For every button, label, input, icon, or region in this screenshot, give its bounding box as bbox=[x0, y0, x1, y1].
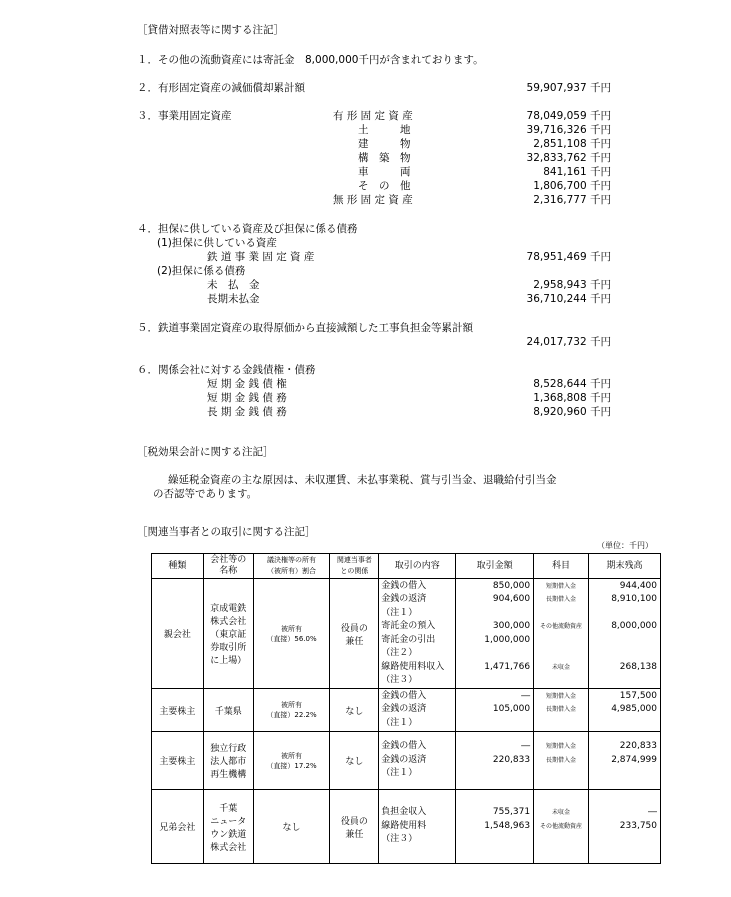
table-row bbox=[152, 579, 661, 689]
note-3-item-name: 構 築 物 bbox=[358, 152, 411, 164]
note-4-sub2-item-value: 36,710,244 千円 bbox=[526, 293, 611, 305]
cell-relation: 役員の 兼任 bbox=[330, 579, 379, 689]
cell-content: 金銭の借入 金銭の返済 （注１） bbox=[379, 689, 456, 732]
note-4-sub1-item-name: 鉄 道 事 業 固 定 資 産 bbox=[207, 251, 315, 263]
cell-amount: ― 220,833 bbox=[456, 732, 534, 790]
note-3-item-value: 841,161 千円 bbox=[543, 166, 611, 178]
cell-relation: なし bbox=[330, 689, 379, 732]
header-content: 取引の内容 bbox=[379, 554, 456, 579]
note-3-item-value: 78,049,059 千円 bbox=[526, 110, 611, 122]
cell-balance: 944,400 8,910,100 8,000,000 268,138 bbox=[589, 579, 661, 689]
note-4-sub2-item-name: 長期未払金 bbox=[207, 293, 260, 305]
note-4-sub2: (2)担保に係る債務 bbox=[157, 265, 246, 277]
header-kind: 種類 bbox=[152, 554, 204, 579]
note-3-item-value: 2,851,108 千円 bbox=[533, 138, 611, 150]
note-4-label: ４．担保に供している資産及び担保に係る債務 bbox=[137, 223, 358, 235]
note-5-label: ５．鉄道事業固定資産の取得原価から直接減額した工事負担金等累計額 bbox=[137, 322, 473, 334]
cell-content: 金銭の借入 金銭の返済 （注１） 寄託金の預入 寄託金の引出 （注２） 線路使用料収入 （注３） bbox=[379, 579, 456, 689]
note-6-item-value: 8,528,644 千円 bbox=[533, 378, 611, 390]
note-6-label: ６．関係会社に対する金銭債権・債務 bbox=[137, 364, 316, 376]
note-4-sub1-item-value: 78,951,469 千円 bbox=[526, 251, 611, 263]
table-row bbox=[152, 689, 661, 732]
cell-amount: ― 105,000 bbox=[456, 689, 534, 732]
note-6-item-value: 8,920,960 千円 bbox=[533, 406, 611, 418]
note-6-item-value: 1,368,808 千円 bbox=[533, 392, 611, 404]
cell-relation: 役員の 兼任 bbox=[330, 790, 379, 864]
tax-notes-header: ［税効果会計に関する注記］ bbox=[137, 446, 274, 458]
header-balance: 期末残高 bbox=[589, 554, 661, 579]
cell-balance: 220,833 2,874,999 bbox=[589, 732, 661, 790]
note-3-item-value: 32,833,762 千円 bbox=[526, 152, 611, 164]
cell-account: 短期借入金 長期借入金 bbox=[534, 689, 589, 732]
table-row bbox=[152, 790, 661, 864]
cell-relation: なし bbox=[330, 732, 379, 790]
note-1: １．その他の流動資産には寄託金 8,000,000千円が含まれております。 bbox=[137, 54, 484, 66]
note-6-item-name: 短 期 金 銭 債 務 bbox=[207, 392, 287, 404]
note-3-label: ３．事業用固定資産 bbox=[137, 110, 232, 122]
cell-vote: なし bbox=[253, 790, 330, 864]
note-5-value: 24,017,732 千円 bbox=[526, 336, 611, 348]
note-6-item-name: 長 期 金 銭 債 務 bbox=[207, 406, 287, 418]
cell-content: 金銭の借入 金銭の返済 （注１） bbox=[379, 732, 456, 790]
related-party-table bbox=[151, 553, 661, 864]
header-amount: 取引金額 bbox=[456, 554, 534, 579]
cell-vote: 被所有 （直接）56.0% bbox=[253, 579, 330, 689]
table-row bbox=[152, 732, 661, 790]
cell-amount: 755,371 1,548,963 bbox=[456, 790, 534, 864]
table-header-row bbox=[152, 554, 661, 579]
note-4-sub2-item-value: 2,958,943 千円 bbox=[533, 279, 611, 291]
note-2-value: 59,907,937 千円 bbox=[526, 82, 611, 94]
cell-account: 未収金 その他流動資産 bbox=[534, 790, 589, 864]
cell-balance: ― 233,750 bbox=[589, 790, 661, 864]
cell-name: 独立行政 法人都市 再生機構 bbox=[203, 732, 253, 790]
note-3-item-value: 1,806,700 千円 bbox=[533, 180, 611, 192]
tax-notes-text-2: の否認等であります。 bbox=[153, 488, 258, 500]
note-3-item-name: そ の 他 bbox=[358, 180, 411, 192]
header-relation: 関連当事者 との関係 bbox=[330, 554, 379, 579]
note-2-label: ２．有形固定資産の減価償却累計額 bbox=[137, 82, 305, 94]
note-3-item-value: 2,316,777 千円 bbox=[533, 194, 611, 206]
note-3-item-name: 車 両 bbox=[358, 166, 411, 178]
cell-account: 短期借入金 長期借入金 bbox=[534, 732, 589, 790]
note-3-item-name: 有 形 固 定 資 産 bbox=[333, 110, 413, 122]
note-3-item-value: 39,716,326 千円 bbox=[526, 124, 611, 136]
cell-name: 京成電鉄 株式会社 （東京証 券取引所 に上場） bbox=[203, 579, 253, 689]
cell-vote: 被所有 （直接）17.2% bbox=[253, 732, 330, 790]
cell-account: 短期借入金 長期借入金 その他流動資産 未収金 bbox=[534, 579, 589, 689]
note-4-sub1: (1)担保に供している資産 bbox=[157, 237, 277, 249]
cell-kind: 親会社 bbox=[152, 579, 204, 689]
unit-label: （単位：千円） bbox=[597, 541, 653, 550]
note-3-item-name: 無 形 固 定 資 産 bbox=[333, 194, 413, 206]
cell-kind: 主要株主 bbox=[152, 689, 204, 732]
cell-kind: 兄弟会社 bbox=[152, 790, 204, 864]
note-3-item-name: 建 物 bbox=[358, 138, 411, 150]
cell-kind: 主要株主 bbox=[152, 732, 204, 790]
related-party-header: ［関連当事者との取引に関する注記］ bbox=[137, 526, 316, 538]
cell-vote: 被所有 （直接）22.2% bbox=[253, 689, 330, 732]
cell-balance: 157,500 4,985,000 bbox=[589, 689, 661, 732]
note-4-sub2-item-name: 未 払 金 bbox=[207, 279, 260, 291]
header-name: 会社等の 名称 bbox=[203, 554, 253, 579]
cell-name: 千葉 ニュータ ウン鉄道 株式会社 bbox=[203, 790, 253, 864]
cell-amount: 850,000 904,600 300,000 1,000,000 1,471,766 bbox=[456, 579, 534, 689]
header-vote: 議決権等の所有 （被所有）割合 bbox=[253, 554, 330, 579]
header-account: 科目 bbox=[534, 554, 589, 579]
cell-name: 千葉県 bbox=[203, 689, 253, 732]
cell-content: 負担金収入 線路使用料 （注３） bbox=[379, 790, 456, 864]
tax-notes-text-1: 繰延税金資産の主な原因は、未収運賃、未払事業税、賞与引当金、退職給付引当金 bbox=[168, 474, 557, 486]
note-6-item-name: 短 期 金 銭 債 権 bbox=[207, 378, 287, 390]
note-3-item-name: 土 地 bbox=[358, 124, 411, 136]
bs-notes-header: ［貸借対照表等に関する注記］ bbox=[137, 24, 284, 36]
